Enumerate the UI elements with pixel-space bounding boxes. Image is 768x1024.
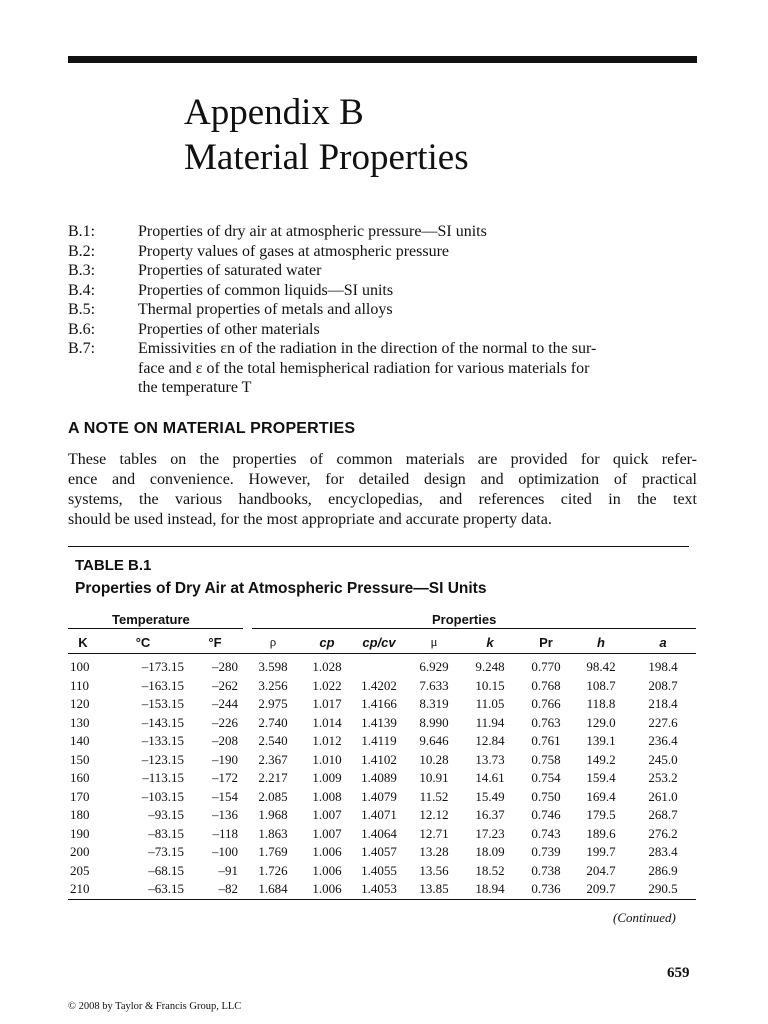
table-row xyxy=(68,769,696,788)
table-cell: 276.2 xyxy=(648,825,678,841)
toc-item xyxy=(68,261,697,281)
table-cell: 1.006 xyxy=(304,880,350,899)
table-row xyxy=(68,843,696,862)
table-cell: 1.684 xyxy=(242,880,304,899)
table-cell: 3.256 xyxy=(258,677,288,693)
table-cell: 18.94 xyxy=(460,880,520,899)
table-cell: 1.4089 xyxy=(361,770,397,786)
toc-item-text-line: face and ε of the total hemispherical radiation for various materials for xyxy=(138,359,590,377)
table-cell: 1.010 xyxy=(312,751,342,767)
table-cell: 0.736 xyxy=(520,880,572,899)
table-cell: 1.4119 xyxy=(361,733,397,749)
table-cell: 0.766 xyxy=(531,696,561,712)
toc-item-text xyxy=(138,339,697,398)
table-cell: 1.009 xyxy=(312,770,342,786)
toc-item-id: B.6: xyxy=(68,320,96,338)
table-cell: 110 xyxy=(70,677,90,693)
table-cell: –133.15 xyxy=(141,733,184,749)
table-cell: 2.217 xyxy=(258,770,288,786)
table-cell: 13.28 xyxy=(419,844,449,860)
table-cell: 253.2 xyxy=(648,770,678,786)
table-cell: 1.006 xyxy=(312,844,342,860)
table-cell: 11.94 xyxy=(475,714,505,730)
table-cell: 1.4055 xyxy=(361,862,397,878)
table-cell: 1.4139 xyxy=(361,714,397,730)
table-cell: 208.7 xyxy=(648,677,678,693)
table-cell: 2.367 xyxy=(258,751,288,767)
table-cell: 286.9 xyxy=(648,862,678,878)
properties-table xyxy=(68,631,696,900)
table-cell: –82 xyxy=(188,880,242,899)
table-cell: 236.4 xyxy=(648,733,678,749)
table-cell: 1.4079 xyxy=(361,788,397,804)
table-cell: 0.758 xyxy=(531,751,561,767)
table-cell: 1.012 xyxy=(312,733,342,749)
appendix-contents-list xyxy=(68,222,697,398)
table-cell: –123.15 xyxy=(141,751,184,767)
table-cell: –280 xyxy=(212,659,238,675)
table-row xyxy=(68,654,696,677)
table-cell: 0.750 xyxy=(531,788,561,804)
table-cell: –190 xyxy=(212,751,238,767)
table-cell: 1.4053 xyxy=(350,880,408,899)
table-cell: 17.23 xyxy=(475,825,505,841)
table-cell: 16.37 xyxy=(475,807,505,823)
table-caption: Properties of Dry Air at Atmospheric Pressure—SI Units xyxy=(75,580,487,597)
group-header-temperature: Temperature xyxy=(112,612,190,627)
table-cell: 2.540 xyxy=(258,733,288,749)
table-cell: 0.768 xyxy=(531,677,561,693)
table-cell: 1.4064 xyxy=(361,825,397,841)
table-cell: 169.4 xyxy=(586,788,616,804)
note-line: systems, the various handbooks, encyclopedias, and references cited in the text xyxy=(68,491,697,508)
toc-item xyxy=(68,242,697,262)
table-cell: 2.975 xyxy=(258,696,288,712)
column-header: ρ xyxy=(242,631,304,654)
toc-item-id: B.4: xyxy=(68,281,96,299)
table-cell: 290.5 xyxy=(630,880,696,899)
table-cell: 205 xyxy=(70,862,90,878)
table-cell: –172 xyxy=(212,770,238,786)
table-cell: 1.769 xyxy=(258,844,288,860)
table-row xyxy=(68,880,696,899)
table-cell: –93.15 xyxy=(148,807,184,823)
column-header: °C xyxy=(98,631,188,654)
table-cell: 1.028 xyxy=(312,659,342,675)
table-cell: 268.7 xyxy=(648,807,678,823)
note-line: ence and convenience. However, for detailed design and optimization of practical xyxy=(68,471,697,488)
title-line-1: Appendix B xyxy=(184,92,364,133)
table-cell: 8.319 xyxy=(419,696,449,712)
table-cell: 140 xyxy=(70,733,90,749)
table-cell: 18.52 xyxy=(475,862,505,878)
table-cell: 3.598 xyxy=(258,659,288,675)
table-cell: 98.42 xyxy=(586,659,616,675)
toc-item-id: B.1: xyxy=(68,223,96,240)
table-cell: 129.0 xyxy=(586,714,616,730)
column-header: h xyxy=(572,631,630,654)
note-paragraph xyxy=(68,450,697,530)
table-cell: 0.743 xyxy=(531,825,561,841)
table-cell: 0.746 xyxy=(531,807,561,823)
table-cell: 1.968 xyxy=(258,807,288,823)
table-top-rule xyxy=(68,546,689,547)
group-header-properties: Properties xyxy=(432,612,497,627)
table-cell: 210 xyxy=(68,880,98,899)
toc-item xyxy=(68,320,697,340)
note-line: should be used instead, for the most appropriate and accurate property data. xyxy=(68,511,552,528)
table-cell: 1.022 xyxy=(312,677,342,693)
toc-item xyxy=(68,300,697,320)
table-cell: 7.633 xyxy=(419,677,449,693)
note-line: These tables on the properties of common materials are provided for quick refer- xyxy=(68,451,697,468)
table-header-row xyxy=(68,631,696,654)
toc-item-text-line: the temperature T xyxy=(138,379,252,396)
table-cell: 2.740 xyxy=(258,714,288,730)
table-cell: 1.007 xyxy=(312,807,342,823)
table-cell: –136 xyxy=(212,807,238,823)
table-cell: 118.8 xyxy=(586,696,616,712)
table-cell: 130 xyxy=(70,714,90,730)
table-cell: 180 xyxy=(70,807,90,823)
title-line-2: Material Properties xyxy=(184,137,469,178)
table-cell: 12.71 xyxy=(419,825,449,841)
table-cell: –262 xyxy=(212,677,238,693)
table-cell: 160 xyxy=(70,770,90,786)
table-cell: 120 xyxy=(70,696,90,712)
table-cell: 1.006 xyxy=(312,862,342,878)
table-label: TABLE B.1 xyxy=(75,557,152,574)
toc-item xyxy=(68,339,697,398)
toc-item-text: Property values of gases at atmospheric pressure xyxy=(138,242,450,260)
table-cell: –63.15 xyxy=(98,880,188,899)
table-cell: 14.61 xyxy=(475,770,505,786)
column-header: cp/cv xyxy=(350,631,408,654)
table-cell: 10.91 xyxy=(419,770,449,786)
toc-item-text: Properties of saturated water xyxy=(138,262,322,279)
table-cell: 10.28 xyxy=(419,751,449,767)
table-cell: 179.5 xyxy=(586,807,616,823)
column-header: k xyxy=(460,631,520,654)
table-cell: 139.1 xyxy=(586,733,616,749)
table-cell: 0.739 xyxy=(531,844,561,860)
table-cell: 108.7 xyxy=(586,677,616,693)
group-rule-temperature xyxy=(68,628,243,629)
table-cell: 13.56 xyxy=(419,862,449,878)
table-cell: 209.7 xyxy=(572,880,630,899)
toc-item-text: Properties of dry air at atmospheric pressure—SI units xyxy=(138,223,487,240)
table-cell: 11.52 xyxy=(419,788,449,804)
table-cell: 12.84 xyxy=(475,733,505,749)
table-cell: –143.15 xyxy=(141,714,184,730)
table-cell: 0.770 xyxy=(531,659,561,675)
table-cell: 0.754 xyxy=(531,770,561,786)
table-row xyxy=(68,751,696,770)
table-cell: 9.248 xyxy=(475,659,505,675)
table-cell: 0.738 xyxy=(531,862,561,878)
table-row xyxy=(68,825,696,844)
column-header: K xyxy=(68,631,98,654)
table-cell: 198.4 xyxy=(648,659,678,675)
table-cell: 1.4071 xyxy=(361,807,397,823)
continued-text: (Continued) xyxy=(613,910,676,925)
toc-item xyxy=(68,222,697,242)
table-cell: –83.15 xyxy=(148,825,184,841)
section-heading: A NOTE ON MATERIAL PROPERTIES xyxy=(68,420,356,437)
table-cell: 190 xyxy=(70,825,90,841)
table-cell: 159.4 xyxy=(586,770,616,786)
table-cell xyxy=(350,654,408,677)
table-cell: 1.726 xyxy=(258,862,288,878)
table-cell: –100 xyxy=(212,844,238,860)
table-cell: 199.7 xyxy=(586,844,616,860)
table-cell: 1.4202 xyxy=(361,677,397,693)
table-cell: –208 xyxy=(212,733,238,749)
toc-item-id: B.5: xyxy=(68,301,96,318)
table-cell: –153.15 xyxy=(141,696,184,712)
column-header: μ xyxy=(408,631,460,654)
table-cell: 1.014 xyxy=(312,714,342,730)
table-cell: 1.017 xyxy=(312,696,342,712)
table-cell: 149.2 xyxy=(586,751,616,767)
table-row xyxy=(68,862,696,881)
page-title xyxy=(184,90,469,180)
column-header: °F xyxy=(188,631,242,654)
table-cell: –103.15 xyxy=(141,788,184,804)
table-row xyxy=(68,695,696,714)
table-cell: 170 xyxy=(70,788,90,804)
table-cell: 13.73 xyxy=(475,751,505,767)
table-cell: 200 xyxy=(70,844,90,860)
table-cell: 245.0 xyxy=(648,751,678,767)
toc-item-text: Properties of other materials xyxy=(138,320,320,338)
table-cell: 261.0 xyxy=(648,788,678,804)
table-cell: 1.008 xyxy=(312,788,342,804)
table-cell: 12.12 xyxy=(419,807,449,823)
table-row xyxy=(68,732,696,751)
table-cell: 189.6 xyxy=(586,825,616,841)
copyright: © 2008 by Taylor & Francis Group, LLC xyxy=(68,1001,242,1012)
table-cell: 9.646 xyxy=(419,733,449,749)
table-cell: 11.05 xyxy=(475,696,505,712)
table-cell: –73.15 xyxy=(148,844,184,860)
toc-item-id: B.3: xyxy=(68,262,96,279)
table-cell: 13.85 xyxy=(408,880,460,899)
table-cell: –244 xyxy=(212,696,238,712)
table-row xyxy=(68,714,696,733)
group-rule-properties xyxy=(252,628,696,629)
toc-item-text: Thermal properties of metals and alloys xyxy=(138,301,393,318)
toc-item-id: B.2: xyxy=(68,242,96,260)
table-cell: –154 xyxy=(212,788,238,804)
table-cell: 100 xyxy=(70,659,90,675)
table-cell: 18.09 xyxy=(475,844,505,860)
table-cell: –173.15 xyxy=(141,659,184,675)
table-cell: 227.6 xyxy=(648,714,678,730)
toc-item-text: Properties of common liquids—SI units xyxy=(138,281,394,299)
table-row xyxy=(68,788,696,807)
table-cell: 0.761 xyxy=(531,733,561,749)
column-header: a xyxy=(630,631,696,654)
toc-item-text-line: Emissivities εn of the radiation in the direction of the normal to the sur- xyxy=(138,340,597,357)
column-header: Pr xyxy=(520,631,572,654)
table-cell: 2.085 xyxy=(258,788,288,804)
table-cell: 1.007 xyxy=(312,825,342,841)
table-cell: 1.863 xyxy=(258,825,288,841)
table-cell: 150 xyxy=(70,751,90,767)
table-cell: –113.15 xyxy=(142,770,184,786)
table-cell: 10.15 xyxy=(475,677,505,693)
table-cell: –226 xyxy=(212,714,238,730)
table-cell: 0.763 xyxy=(531,714,561,730)
table-cell: 1.4102 xyxy=(361,751,397,767)
table-cell: –118 xyxy=(212,825,238,841)
table-cell: –163.15 xyxy=(141,677,184,693)
table-cell: 8.990 xyxy=(419,714,449,730)
page-number: 659 xyxy=(667,965,690,981)
table-cell: 15.49 xyxy=(475,788,505,804)
table-row xyxy=(68,677,696,696)
table-cell: 1.4166 xyxy=(361,696,397,712)
table-cell: –91 xyxy=(218,862,238,878)
continued-note xyxy=(613,910,676,926)
toc-item-id: B.7: xyxy=(68,340,96,357)
toc-item xyxy=(68,281,697,301)
table-cell: 204.7 xyxy=(586,862,616,878)
column-header: cp xyxy=(304,631,350,654)
top-rule xyxy=(68,56,697,63)
table-cell: 283.4 xyxy=(648,844,678,860)
table-row xyxy=(68,806,696,825)
table-body xyxy=(68,654,696,900)
table-cell: 218.4 xyxy=(648,696,678,712)
table-cell: 6.929 xyxy=(419,659,449,675)
table-cell: –68.15 xyxy=(148,862,184,878)
table-cell: 1.4057 xyxy=(361,844,397,860)
